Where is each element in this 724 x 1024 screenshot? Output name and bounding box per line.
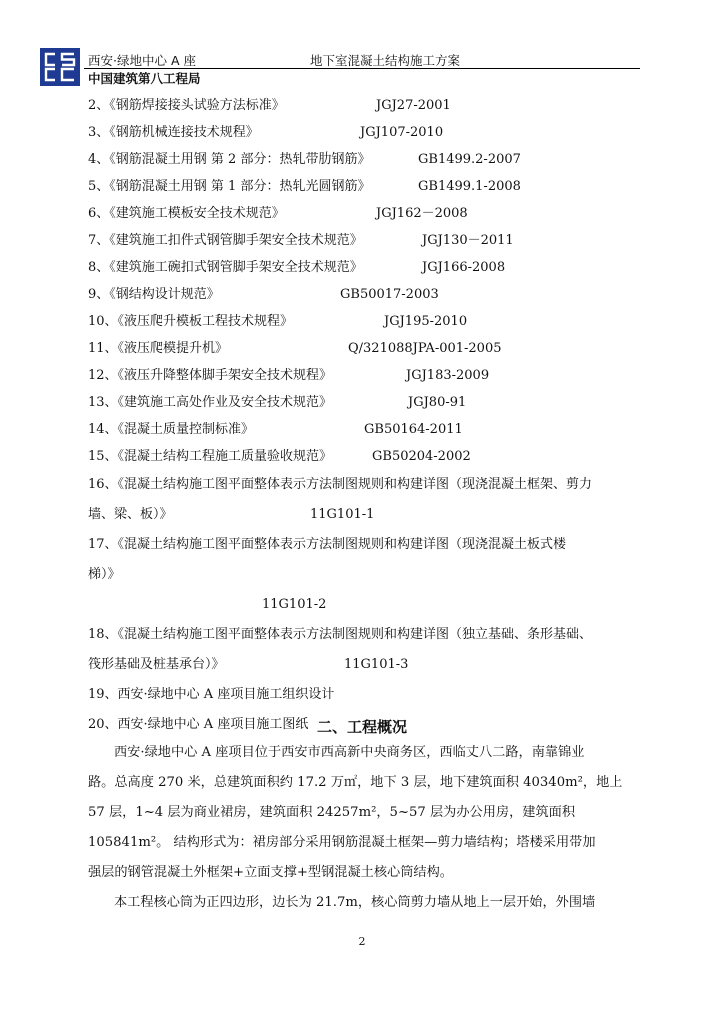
overview-paragraph: 西安·绿地中心 A 座项目位于西安市西高新中央商务区，西临丈八二路，南靠锦业 路。总高度 270 米，总建筑面积约 17.2 万㎡，地下 3 层，地下建筑面积 40340m²，地上 57 层，1~4 层为商业裙房，建筑面积 24257m²，5~57 层为办公用房，建筑面积 105841m²。 结构形式为：裙房部分采用钢筋混凝土框架—剪力墙结构；塔楼采用带加 强层的钢管混凝土外框架+立面支撑+型钢混凝土核心筒结构。 [88, 745, 623, 880]
reference-item-16: 16、《混凝土结构施工图平面整体表示方法制图规则和构建详图（现浇混凝土框架、剪力 墙、梁、板）》 11G101-1 [88, 477, 593, 522]
reference-item: 6、《建筑施工模板安全技术规范》 JGJ162－2008 [88, 206, 468, 221]
company-logo [40, 48, 80, 86]
reference-list [88, 92, 640, 740]
core-tube-paragraph: 本工程核心筒为正四边形，边长为 21.7m，核心筒剪力墙从地上一层开始，外围墙 [114, 895, 596, 910]
page-number: 2 [358, 935, 366, 948]
reference-item-18: 18、《混凝土结构施工图平面整体表示方法制图规则和构建详图（独立基础、条形基础、 筏形基础及桩基承台）》 11G101-3 [88, 627, 593, 672]
reference-item: 15、《混凝土结构工程施工质量验收规范》 GB50204-2002 [88, 449, 471, 464]
reference-item: 8、《建筑施工碗扣式钢管脚手架安全技术规范》 JGJ166-2008 [88, 260, 506, 275]
header-document-title: 地下室混凝土结构施工方案 [310, 53, 461, 68]
reference-item: 4、《钢筋混凝土用钢 第 2 部分：热轧带肋钢筋》 GB1499.2-2007 [88, 152, 521, 167]
reference-item: 11、《液压爬模提升机》 Q/321088JPA-001-2005 [88, 341, 502, 356]
header-project-name: 西安·绿地中心 A 座 [88, 53, 196, 68]
reference-item: 5、《钢筋混凝土用钢 第 1 部分：热轧光圆钢筋》 GB1499.1-2008 [88, 179, 521, 194]
reference-item: 9、《钢结构设计规范》 GB50017-2003 [88, 287, 439, 302]
reference-item: 7、《建筑施工扣件式钢管脚手架安全技术规范》 JGJ130－2011 [88, 233, 514, 248]
section-title: 二、工程概况 [316, 718, 407, 736]
reference-item: 10、《液压爬升模板工程技术规程》 JGJ195-2010 [88, 314, 468, 329]
reference-item: 3、《钢筋机械连接技术规程》 JGJ107-2010 [88, 125, 444, 140]
reference-item: 14、《混凝土质量控制标准》 GB50164-2011 [88, 422, 463, 437]
reference-item: 2、《钢筋焊接接头试验方法标准》 JGJ27-2001 [88, 98, 451, 113]
reference-item: 13、《建筑施工高处作业及安全技术规范》 JGJ80-91 [88, 395, 467, 410]
reference-item-17: 17、《混凝土结构施工图平面整体表示方法制图规则和构建详图（现浇混凝土板式楼 梯）》 11G101-2 [88, 537, 567, 612]
reference-item: 12、《液压升降整体脚手架安全技术规程》 JGJ183-2009 [88, 368, 490, 383]
reference-item-19: 19、西安·绿地中心 A 座项目施工组织设计 [88, 687, 335, 702]
header-organization: 中国建筑第八工程局 [88, 71, 201, 86]
reference-item-20: 20、西安·绿地中心 A 座项目施工图纸 [88, 717, 309, 732]
page-header [40, 48, 640, 88]
